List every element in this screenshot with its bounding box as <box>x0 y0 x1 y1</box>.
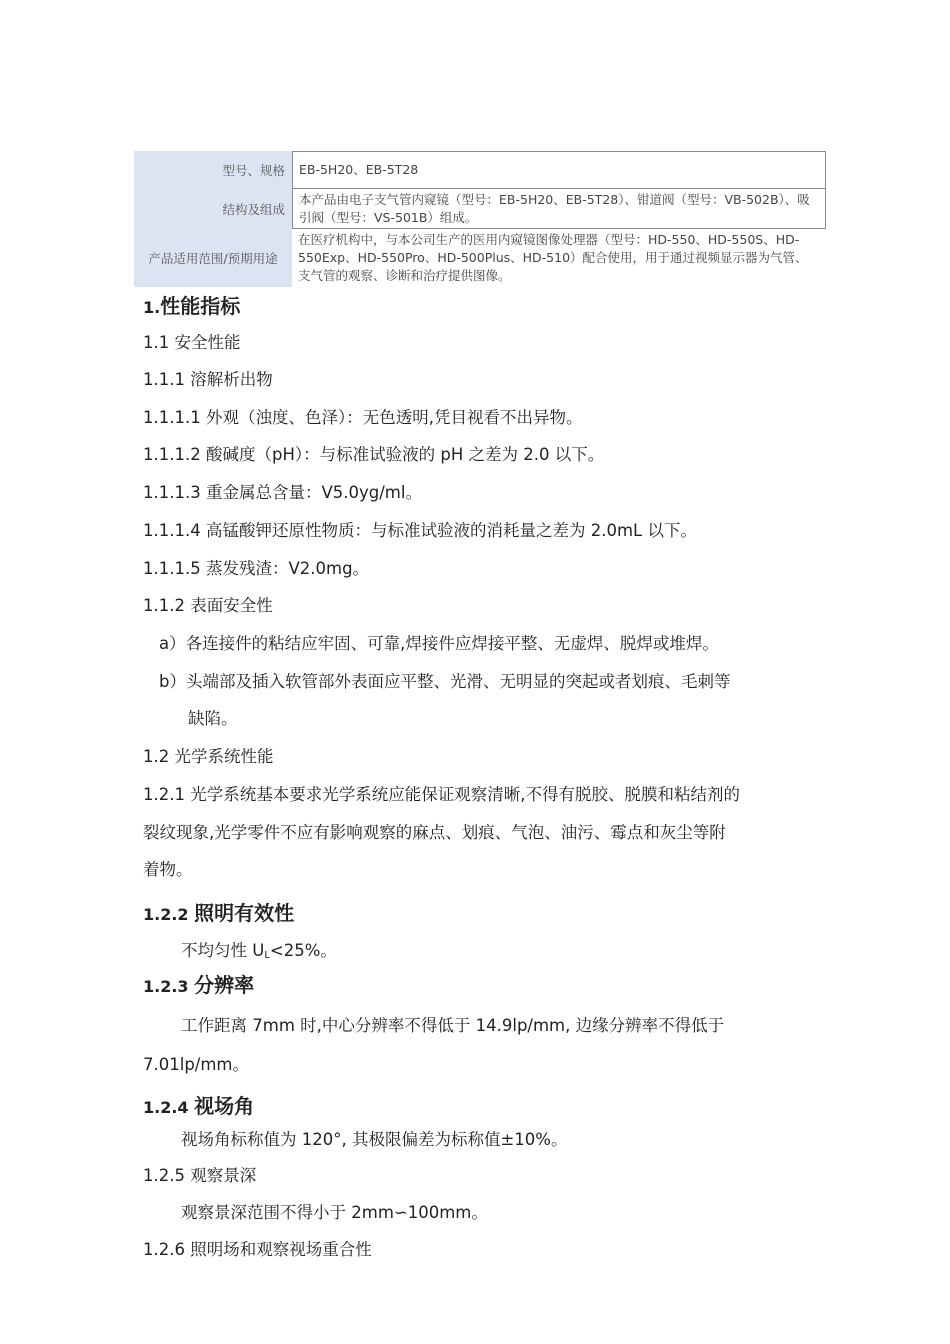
list-item-b <box>159 668 730 692</box>
section-1-1-1-4: 1.1.1.4 高锰酸钾还原性物质：与标准试验液的消耗量之差为 2.0mL 以下。 <box>143 521 697 540</box>
spec-value-model: EB-5H20、EB-5T28 <box>292 151 826 189</box>
section-heading-1-2-4 <box>143 1090 254 1119</box>
spec-label-model: 型号、规格 <box>134 151 292 189</box>
uniformity-value: <25%。 <box>269 941 337 960</box>
spec-row-scope <box>134 229 826 287</box>
section-1-2-1-line3: 着物。 <box>143 860 193 879</box>
uniformity-label: 不均匀性 U <box>181 941 265 960</box>
section-1-1-1: 1.1.1 溶解析出物 <box>143 370 273 389</box>
section-heading-1 <box>143 290 240 319</box>
uniformity-subscript: L <box>264 950 270 961</box>
list-marker-b: b） <box>159 672 186 691</box>
section-1-2: 1.2 光学系统性能 <box>143 747 274 766</box>
spec-label-structure: 结构及组成 <box>134 189 292 229</box>
section-1-2-1-line1: 1.2.1 光学系统基本要求光学系统应能保证观察清晰,不得有脱胶、脱膜和粘结剂的 <box>143 785 740 804</box>
heading-title: 照明有效性 <box>194 901 295 925</box>
dof-text: 观察景深范围不得小于 2mm∽100mm。 <box>181 1203 488 1222</box>
spec-value-scope: 在医疗机构中，与本公司生产的医用内窥镜图像处理器（型号：HD-550、HD-550S、HD-550Exp、HD-550Pro、HD-500Plus、HD-510）配合使用，用于通过视频显示器为气管、支气管的观察、诊断和治疗提供图像。 <box>298 232 808 283</box>
section-1-1-1-3: 1.1.1.3 重金属总含量：V5.0yg/ml。 <box>143 483 422 502</box>
list-text-a: 各连接件的粘结应牢固、可靠,焊接件应焊接平整、无虚焊、脱焊或堆焊。 <box>185 634 719 653</box>
spec-value-structure: 本产品由电子支气管内窥镜（型号：EB-5H20、EB-5T28）、钳道阀（型号：VB-502B）、吸引阀（型号：VS-501B）组成。 <box>292 189 826 229</box>
fov-text: 视场角标称值为 120°, 其极限偏差为标称值±10%。 <box>181 1130 568 1149</box>
section-heading-1-2-2 <box>143 897 294 926</box>
heading-number: 1. <box>143 298 161 317</box>
heading-title: 性能指标 <box>160 294 241 318</box>
section-1-1-1-1: 1.1.1.1 外观（浊度、色泽）：无色透明,凭目视看不出异物。 <box>143 408 583 427</box>
list-text-b: 头端部及插入软管部外表面应平整、光滑、无明显的突起或者划痕、毛刺等 <box>185 672 731 691</box>
spec-row-model <box>134 151 826 189</box>
section-heading-1-2-3 <box>143 969 254 998</box>
spec-label-scope: 产品适用范围/预期用途 <box>134 229 292 287</box>
resolution-text-line1: 工作距离 7mm 时,中心分辨率不得低于 14.9lp/mm, 边缘分辨率不得低于 <box>181 1016 725 1035</box>
heading-number: 1.2.4 <box>143 1098 195 1117</box>
resolution-text-line2: 7.01lp/mm。 <box>143 1055 250 1074</box>
heading-number: 1.2.2 <box>143 905 195 924</box>
spec-table <box>134 151 826 287</box>
spec-row-structure <box>134 189 826 229</box>
section-1-2-1-line2: 裂纹现象,光学零件不应有影响观察的麻点、划痕、气泡、油污、霉点和灰尘等附 <box>143 823 726 842</box>
list-marker-a: a） <box>159 634 186 653</box>
section-1-1-1-2: 1.1.1.2 酸碱度（pH）：与标准试验液的 pH 之差为 2.0 以下。 <box>143 445 605 464</box>
list-text-b-continued: 缺陷。 <box>188 709 238 728</box>
heading-title: 分辨率 <box>194 973 255 997</box>
uniformity-text <box>181 937 337 961</box>
section-1-2-6: 1.2.6 照明场和观察视场重合性 <box>143 1240 372 1259</box>
heading-number: 1.2.3 <box>143 977 195 996</box>
list-item-a <box>159 630 719 654</box>
section-1-2-5: 1.2.5 观察景深 <box>143 1166 257 1185</box>
section-1-1-1-5: 1.1.1.5 蒸发残渣：V2.0mg。 <box>143 559 370 578</box>
heading-title: 视场角 <box>194 1094 255 1118</box>
section-1-1: 1.1 安全性能 <box>143 333 241 352</box>
section-1-1-2: 1.1.2 表面安全性 <box>143 596 273 615</box>
